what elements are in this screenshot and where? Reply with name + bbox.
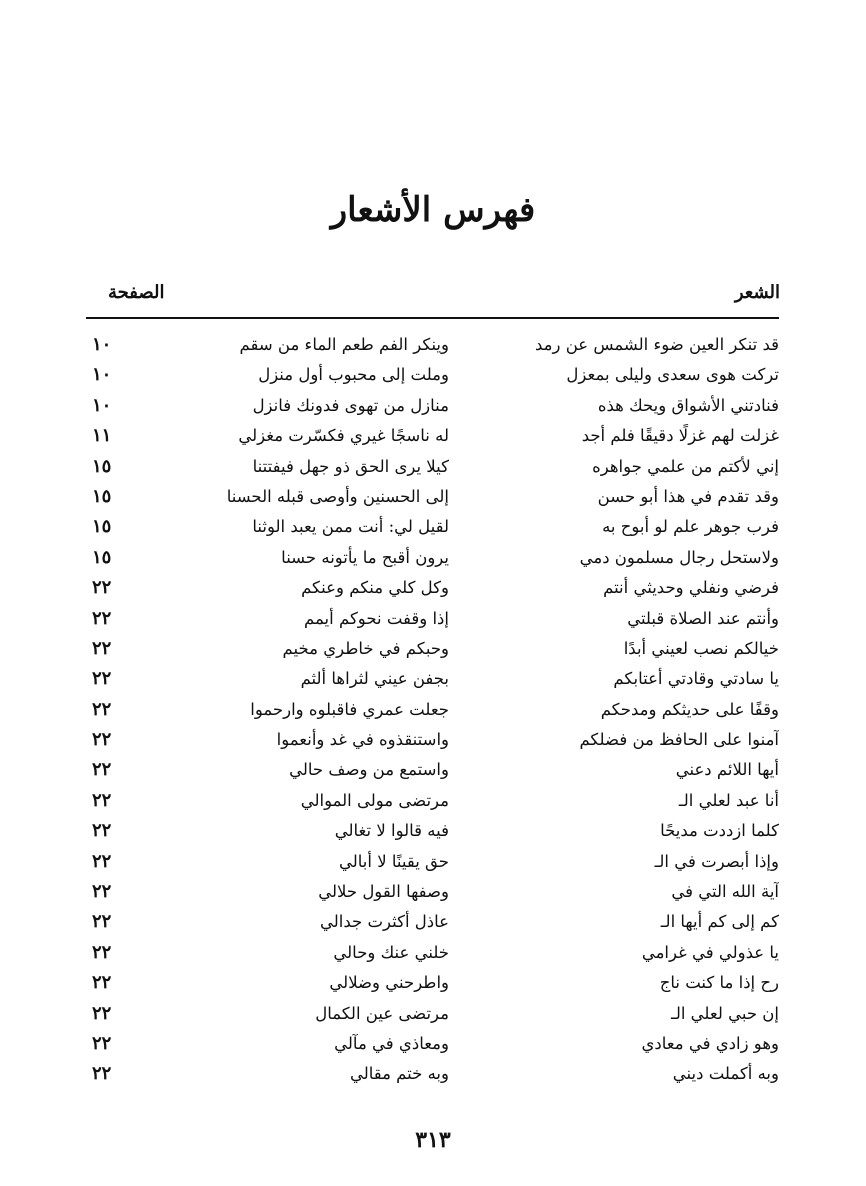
- verse-second-hemistich: خلني عنك وحالي: [333, 942, 449, 962]
- index-row: [86, 604, 779, 634]
- header-divider: [86, 317, 779, 319]
- index-row: [86, 907, 779, 937]
- page-reference: ٢٢: [92, 941, 112, 963]
- verse-second-hemistich: ومعاذي في مآلي: [334, 1033, 449, 1053]
- index-row: [86, 543, 779, 573]
- page-reference: ٢٢: [92, 698, 112, 720]
- verse-second-hemistich: كيلا يرى الحق ذو جهل فيفتتنا: [252, 456, 449, 476]
- page-reference: ١٠: [92, 334, 112, 355]
- index-row: [86, 1059, 779, 1089]
- index-row: [86, 421, 779, 451]
- page-reference: ٢٢: [92, 911, 112, 933]
- verse-first-hemistich: غزلت لهم غزلًا دقيقًا فلم أجد: [581, 426, 779, 446]
- index-row: [86, 391, 779, 421]
- page-reference: ١٠: [92, 394, 112, 416]
- verse-second-hemistich: واطرحني وضلالي: [329, 973, 449, 993]
- page-reference: ٢٢: [92, 668, 112, 690]
- verse-first-hemistich: تركت هوى سعدى وليلى بمعزل: [566, 365, 779, 385]
- page-reference: ٢٢: [92, 789, 112, 811]
- verse-second-hemistich: وينكر الفم طعم الماء من سقم: [239, 335, 449, 354]
- verse-first-hemistich: وإذا أبصرت في الـ: [654, 851, 779, 871]
- page-reference: ٢٢: [92, 820, 112, 842]
- index-row: [86, 847, 779, 877]
- poem-index-list: [86, 330, 779, 1090]
- verse-first-hemistich: كم إلى كم أيها الـ: [660, 912, 779, 932]
- index-row: [86, 452, 779, 482]
- index-row: [86, 786, 779, 816]
- verse-second-hemistich: واستنقذوه في غد وأنعموا: [276, 730, 449, 750]
- index-row: [86, 816, 779, 846]
- index-row: [86, 755, 779, 785]
- verse-second-hemistich: واستمع من وصف حالي: [289, 760, 449, 780]
- verse-first-hemistich: يا عذولي في غرامي: [641, 942, 779, 962]
- verse-first-hemistich: آمنوا على الحافظ من فضلكم: [579, 730, 779, 750]
- page-reference: ٢٢: [92, 850, 112, 872]
- index-row: [86, 877, 779, 907]
- page-reference: ١٥: [92, 455, 112, 477]
- verse-second-hemistich: حق يقينًا لا أبالي: [338, 851, 449, 871]
- index-row: [86, 573, 779, 603]
- poem-column-header: الشعر: [734, 282, 780, 303]
- verse-first-hemistich: ولاستحل رجال مسلمون دمي: [579, 547, 779, 567]
- index-row: [86, 725, 779, 755]
- verse-second-hemistich: جعلت عمري فاقبلوه وارحموا: [250, 699, 449, 719]
- page-reference: ٢٢: [92, 729, 112, 751]
- verse-first-hemistich: أيها اللائم دعني: [675, 760, 779, 780]
- index-row: [86, 634, 779, 664]
- index-row: [86, 360, 779, 390]
- verse-first-hemistich: آية الله التي في: [671, 882, 779, 902]
- verse-second-hemistich: وكل كلي منكم وعنكم: [301, 578, 449, 598]
- index-row: [86, 664, 779, 694]
- verse-first-hemistich: إن حبي لعلي الـ: [670, 1003, 779, 1023]
- page-reference: ١٠: [92, 364, 112, 386]
- page-reference: ١٥: [92, 546, 112, 568]
- page-reference: ٢٢: [92, 972, 112, 994]
- verse-first-hemistich: قد تنكر العين ضوء الشمس عن رمد: [535, 335, 779, 354]
- page-reference: ٢٢: [92, 1063, 112, 1085]
- page-reference: ٢٢: [92, 637, 112, 659]
- page-reference: ٢٢: [92, 1032, 112, 1054]
- verse-second-hemistich: إلى الحسنين وأوصى قبله الحسنا: [226, 486, 449, 506]
- verse-second-hemistich: مرتضى مولى الموالي: [300, 790, 449, 810]
- verse-first-hemistich: فرضي ونفلي وحديثي أنتم: [603, 578, 779, 598]
- verse-second-hemistich: إذا وقفت نحوكم أيمم: [304, 608, 449, 628]
- page-reference: ١٥: [92, 485, 112, 507]
- verse-second-hemistich: بجفن عيني لثراها ألثم: [300, 669, 449, 689]
- verse-first-hemistich: وبه أكملت ديني: [672, 1064, 779, 1084]
- verse-first-hemistich: إني لأكتم من علمي جواهره: [592, 456, 779, 476]
- index-row: [86, 968, 779, 998]
- verse-first-hemistich: خيالكم نصب لعيني أبدًا: [623, 638, 779, 658]
- verse-first-hemistich: فنادتني الأشواق ويحك هذه: [597, 395, 779, 415]
- page-reference: ٢٢: [92, 759, 112, 781]
- page-reference: ٢٢: [92, 1002, 112, 1024]
- verse-first-hemistich: فرب جوهر علم لو أبوح به: [602, 517, 779, 537]
- verse-second-hemistich: عاذل أكثرت جدالي: [320, 912, 449, 932]
- verse-first-hemistich: كلما ازددت مديحًا: [660, 821, 779, 841]
- verse-second-hemistich: وملت إلى محبوب أول منزل: [258, 365, 449, 385]
- index-row: [86, 695, 779, 725]
- page-reference: ٢٢: [92, 881, 112, 903]
- verse-first-hemistich: يا سادتي وقادتي أعتابكم: [613, 669, 779, 689]
- page-reference: ٢٢: [92, 577, 112, 599]
- verse-second-hemistich: وحبكم في خاطري مخيم: [282, 638, 449, 658]
- verse-second-hemistich: منازل من تهوى فدونك فانزل: [252, 395, 449, 415]
- verse-first-hemistich: رح إذا ما كنت ناج: [659, 973, 779, 993]
- index-row: [86, 1029, 779, 1059]
- page-title: فهرس الأشعار: [330, 190, 536, 230]
- page-number: ٣١٣: [415, 1127, 451, 1153]
- verse-first-hemistich: وقفًا على حديثكم ومدحكم: [600, 699, 779, 719]
- index-row: [86, 938, 779, 968]
- index-row: [86, 999, 779, 1029]
- page-column-header: الصفحة: [108, 282, 165, 303]
- verse-first-hemistich: أنا عبد لعلي الـ: [678, 790, 779, 810]
- verse-second-hemistich: له ناسجًا غيري فكسّرت مغزلي: [238, 426, 449, 446]
- page-reference: ١١: [92, 425, 112, 447]
- verse-second-hemistich: فيه قالوا لا تغالي: [334, 821, 449, 841]
- index-row: [86, 330, 779, 360]
- index-row: [86, 512, 779, 542]
- verse-second-hemistich: لقيل لي: أنت ممن يعبد الوثنا: [252, 517, 449, 537]
- index-row: [86, 482, 779, 512]
- verse-second-hemistich: وبه ختم مقالي: [349, 1064, 449, 1084]
- verse-second-hemistich: وصفها القول حلالي: [318, 882, 449, 902]
- verse-second-hemistich: يرون أقبح ما يأتونه حسنا: [281, 547, 449, 567]
- verse-first-hemistich: وأنتم عند الصلاة قبلتي: [627, 608, 779, 628]
- verse-second-hemistich: مرتضى عين الكمال: [315, 1003, 449, 1023]
- page-reference: ٢٢: [92, 607, 112, 629]
- verse-first-hemistich: وهو زادي في معادي: [641, 1033, 779, 1053]
- verse-first-hemistich: وقد تقدم في هذا أبو حسن: [597, 486, 779, 506]
- page-reference: ١٥: [92, 516, 112, 538]
